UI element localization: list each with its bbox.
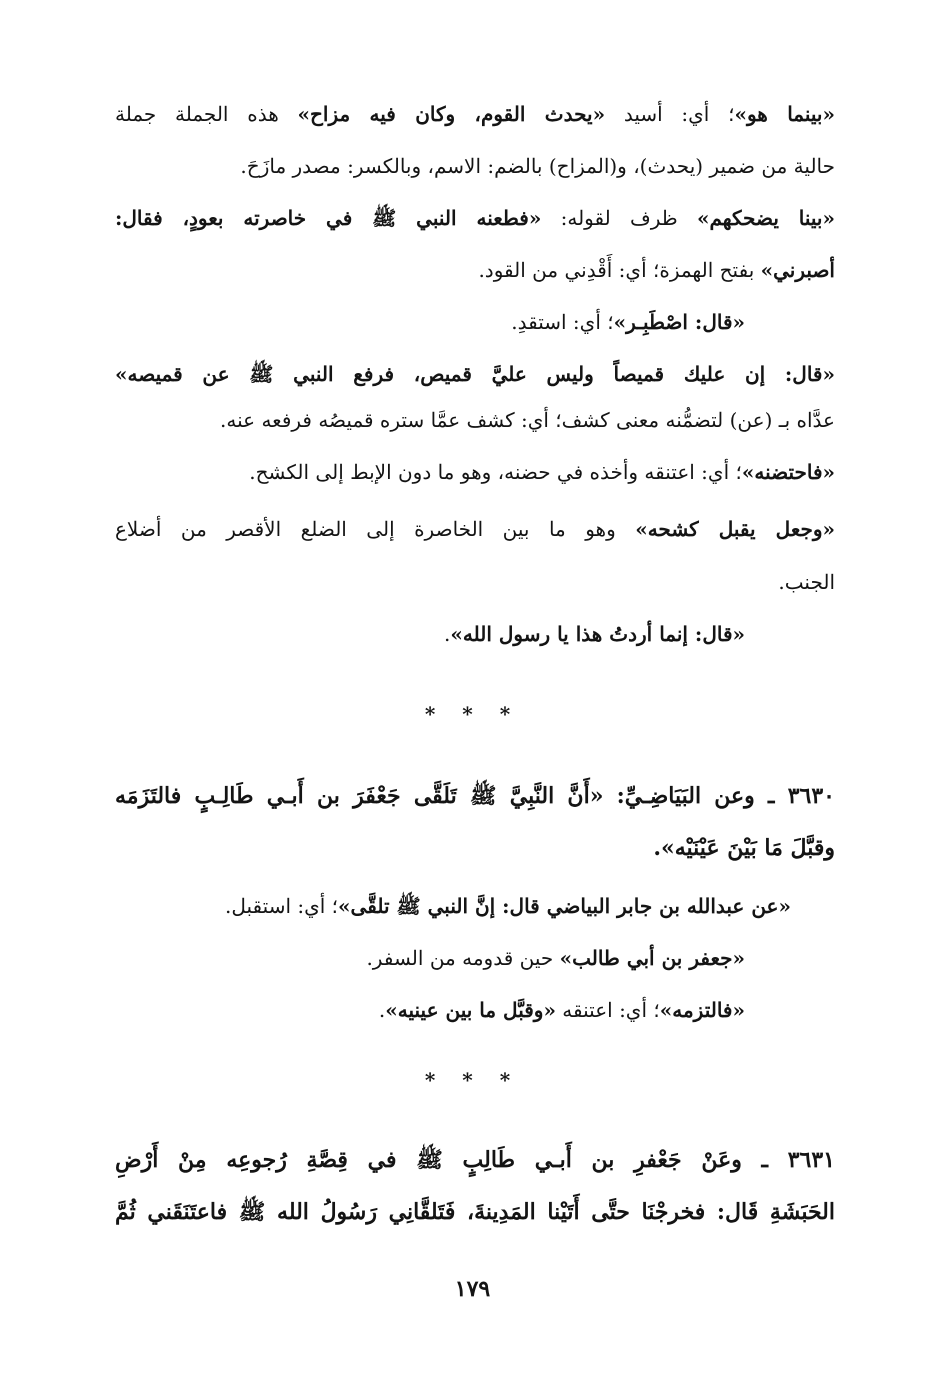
commentary-line-2: [115, 932, 835, 984]
explanation-text: ؛ أي: استقبل.: [225, 894, 339, 918]
quoted-phrase: «وجعل يقبل كشحه»: [635, 517, 835, 541]
hadith-line-2: وقبَّلَ مَا بَيْنَ عَيْنَيْه».: [653, 835, 835, 861]
quoted-phrase: «فالتزمه»: [659, 998, 745, 1022]
commentary-line-3: [115, 192, 835, 244]
commentary-line-8: [115, 446, 835, 498]
quoted-phrase: «قال: إن عليك قميصاً وليس عليَّ قميص، فرفع النبي ﷺ عن قميصه»: [115, 362, 835, 386]
hadith-3630: [115, 770, 835, 874]
quoted-phrase: أصبرني»: [760, 258, 835, 282]
hadith-line-1: ٣٦٣٠ ـ وعن البَيَاضِـيِّ: «أَنَّ النَّبِيَّ ﷺ تَلَقَّى جَعْفَرَ بن أَبـي طَالِـبٍ فالتَزَمَه: [115, 783, 835, 809]
quoted-phrase: «وقبَّل ما بين عينيه»: [385, 998, 556, 1022]
commentary-line-7: عدَّاه بـ (عن) لتضمُّنه معنى كشف؛ أي: كشف عمَّا ستره قميصُه فرفعه عنه.: [220, 408, 835, 432]
explanation-text: ؛ أي: أسيد: [605, 102, 735, 126]
quoted-phrase: «بينما هو»: [734, 102, 835, 126]
quoted-phrase: «قال: إنما أردتُ هذا يا رسول الله»: [450, 622, 745, 646]
explanation-text: ظرف لقوله:: [541, 206, 697, 230]
commentary-line-1: [115, 88, 835, 140]
quoted-phrase: «فاحتضنه»: [741, 460, 835, 484]
page-number: ١٧٩: [454, 1276, 491, 1302]
commentary-section-2: [115, 880, 835, 1036]
explanation-text: ؛ أي: استقدِ.: [511, 310, 614, 334]
explanation-text: هذه الجملة جملة: [115, 102, 298, 126]
section-separator: * * *: [424, 702, 521, 726]
quoted-phrase: «عن عبدالله بن جابر البياضي قال: إنَّ النبي ﷺ تلقَّى»: [338, 894, 791, 918]
commentary-line-2: حالية من ضمير (يحدث)، و(المزاح) بالضم: الاسم، وبالكسر: مصدر مازَحَ.: [240, 154, 835, 178]
hadith-3631: [115, 1134, 835, 1238]
quoted-phrase: «قال: اصْطَبِـر»: [613, 310, 745, 334]
commentary-line-4: [115, 244, 835, 296]
commentary-line-5: [115, 296, 835, 348]
commentary-section-1: [115, 88, 835, 660]
commentary-line-11: [115, 608, 835, 660]
commentary-line-9: [115, 498, 835, 556]
commentary-line-3: [115, 984, 835, 1036]
section-separator: * * *: [424, 1068, 521, 1092]
commentary-line-1: [115, 880, 835, 932]
quoted-phrase: «جعفر بن أبي طالب»: [559, 946, 745, 970]
explanation-text: وهو ما بين الخاصرة إلى الضلع الأقصر من أضلاع: [115, 517, 636, 541]
commentary-line-6: [115, 348, 835, 400]
explanation-text: بفتح الهمزة؛ أي: أَقْدِني من القود.: [478, 258, 761, 282]
explanation-text: .: [378, 998, 386, 1022]
explanation-text: .: [444, 622, 451, 646]
explanation-text: حين قدومه من السفر.: [366, 946, 560, 970]
commentary-line-10: الجنب.: [778, 570, 835, 594]
quoted-phrase: «يحدث القوم، وكان فيه مزاح»: [297, 102, 606, 126]
hadith-line-2: الحَبَشَةِ قَال: فخرجْنَا حتَّى أَتَيْنا المَدِينةَ، فَتَلقَّانِي رَسُولُ الله ﷺ فاعتَنَقَني ثُمَّ: [115, 1199, 835, 1225]
quoted-phrase: «بينا يضحكهم»: [696, 206, 835, 230]
hadith-line-1: ٣٦٣١ ـ وعَنْ جَعْفرِ بن أَبـي طَالِبٍ ﷺ في قِصَّةِ رُجوعِه مِنْ أَرْضِ: [115, 1147, 835, 1173]
explanation-text: ؛ أي: اعتنقه: [555, 998, 660, 1022]
explanation-text: ؛ أي: اعتنقه وأخذه في حضنه، وهو ما دون الإبط إلى الكشح.: [249, 460, 742, 484]
quoted-phrase: «فطعنه النبي ﷺ في خاصرته بعودٍ، فقال:: [115, 206, 542, 230]
